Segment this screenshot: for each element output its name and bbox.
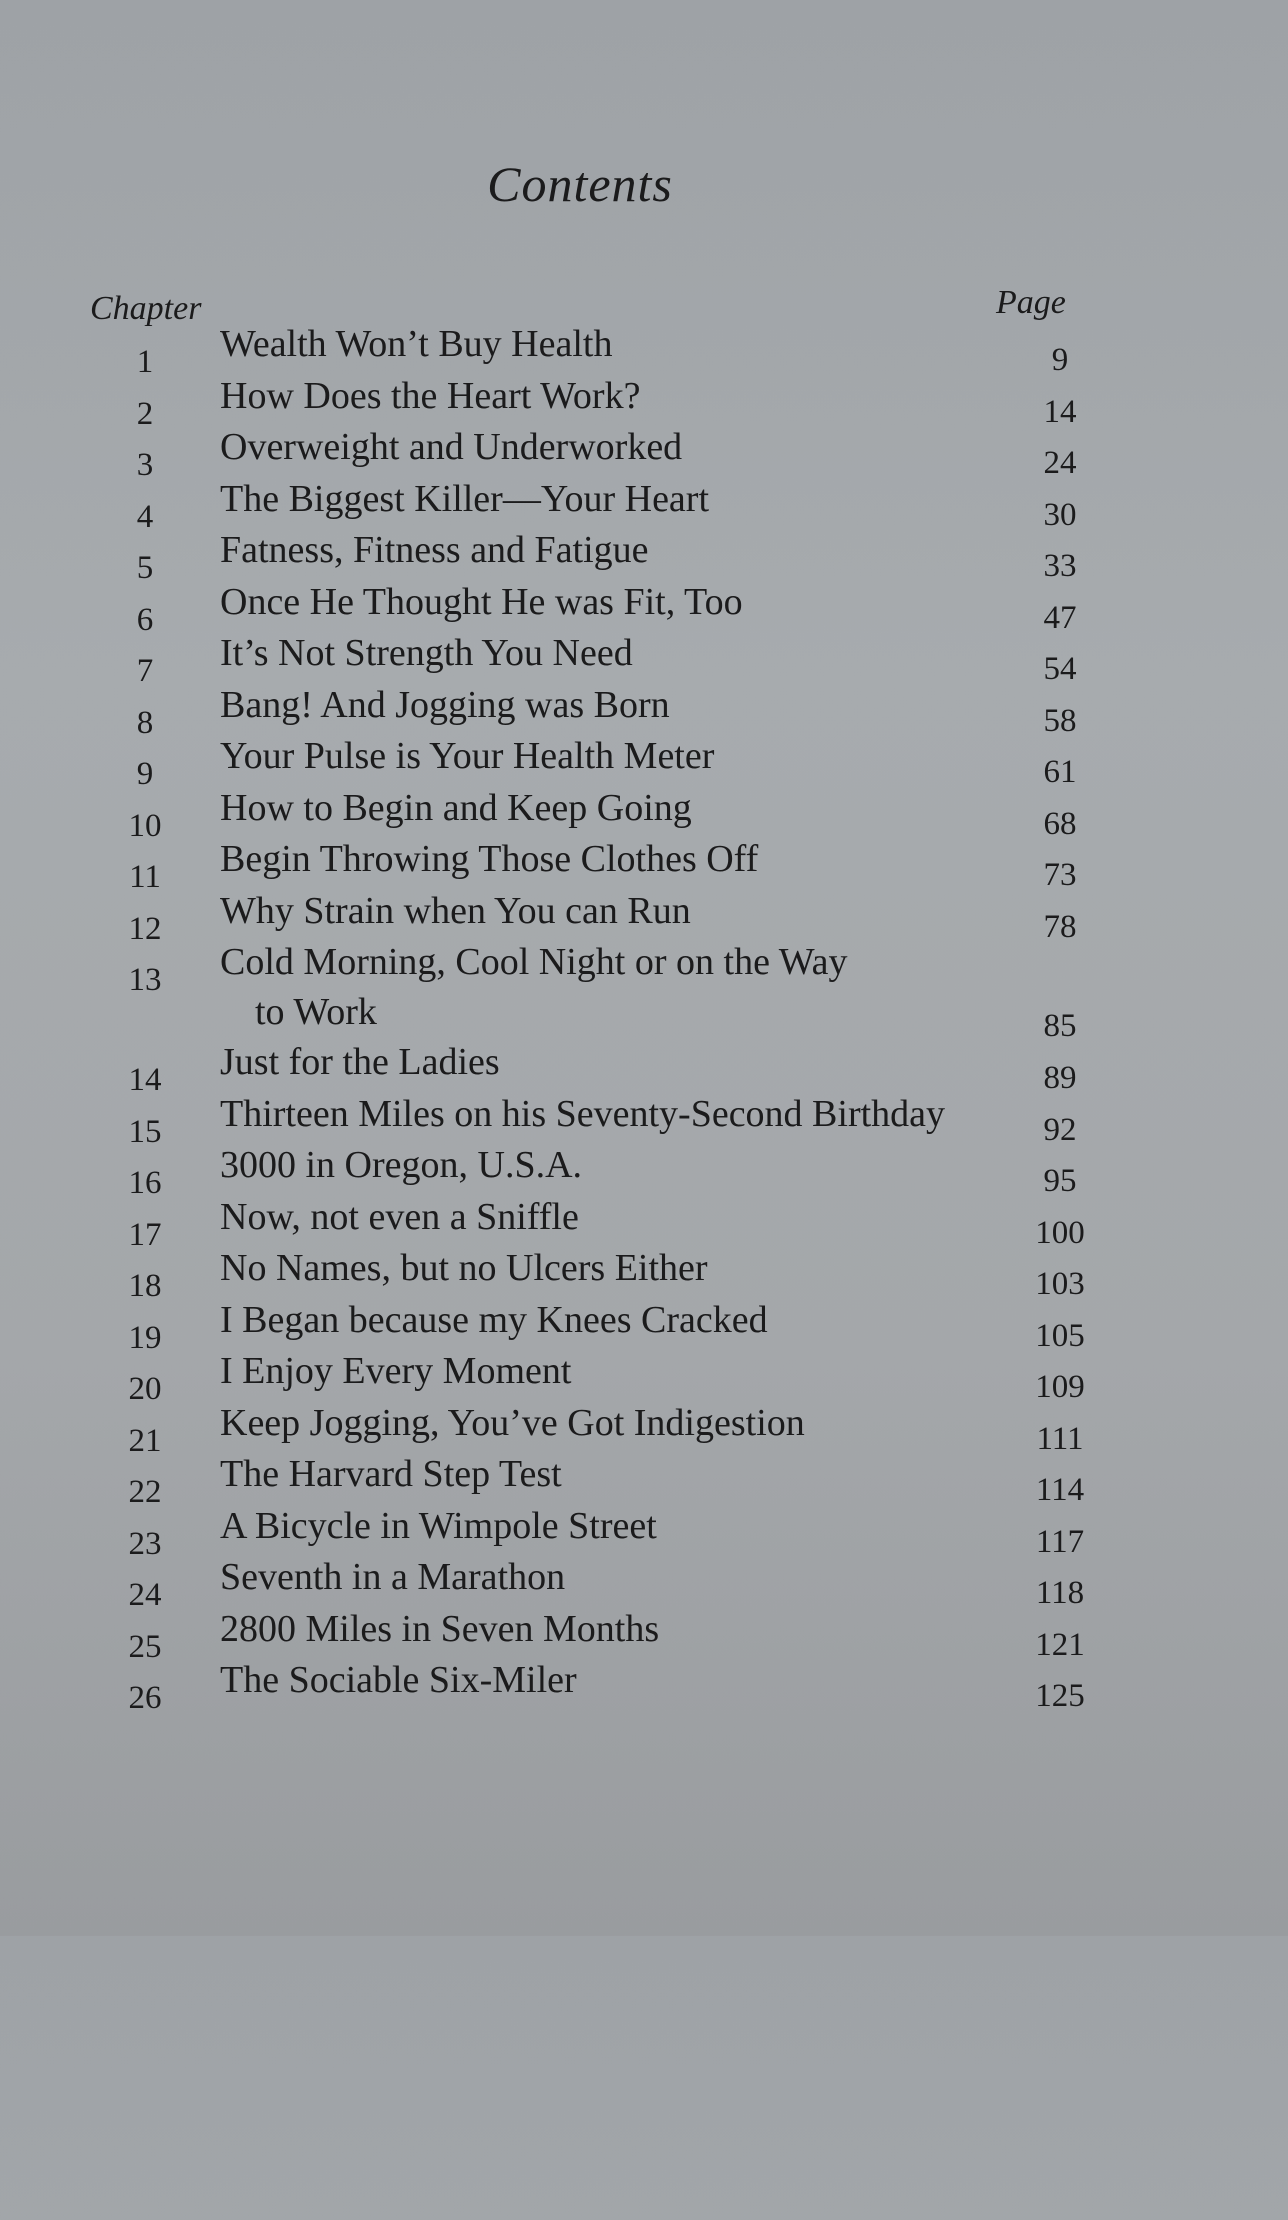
chapter-title: No Names, but no Ulcers Either <box>220 1247 708 1289</box>
page-number: 73 <box>1043 857 1077 893</box>
toc-entry <box>0 631 1288 689</box>
chapter-number: 8 <box>136 704 154 741</box>
toc-entry <box>0 1555 1288 1613</box>
chapter-number: 9 <box>136 756 154 792</box>
toc-entry <box>0 1349 1288 1407</box>
page-number: 24 <box>1043 445 1077 481</box>
toc-entry <box>0 786 1288 844</box>
chapter-title: Bang! And Jogging was Born <box>220 683 670 726</box>
page-number: 95 <box>1043 1163 1077 1199</box>
toc-entry <box>0 837 1288 895</box>
page-number: 9 <box>1051 342 1069 378</box>
page-number: 92 <box>1043 1111 1077 1148</box>
chapter-number: 3 <box>136 447 154 483</box>
toc-entry <box>0 683 1288 741</box>
chapter-number: 24 <box>128 1577 162 1613</box>
page-number: 121 <box>1035 1626 1085 1663</box>
chapter-title: Overweight and Underworked <box>220 426 683 468</box>
chapter-title: 3000 in Oregon, U.S.A. <box>220 1144 583 1186</box>
toc-entry <box>0 1607 1288 1665</box>
page-number: 61 <box>1043 754 1077 790</box>
chapter-title: How Does the Heart Work? <box>220 374 641 417</box>
toc-entry <box>0 1452 1288 1510</box>
page-number: 47 <box>1043 599 1077 636</box>
chapter-title: Thirteen Miles on his Seventy-Second Birthday <box>220 1092 946 1135</box>
chapter-number: 25 <box>128 1628 162 1665</box>
chapter-number: 20 <box>128 1371 162 1407</box>
chapter-title: Why Strain when You can Run <box>220 889 691 932</box>
toc-entry <box>0 1658 1288 1716</box>
chapter-title: Wealth Won’t Buy Health <box>220 323 613 365</box>
page-number: 85 <box>1043 1008 1077 1044</box>
chapter-title: A Bicycle in Wimpole Street <box>220 1504 657 1547</box>
chapter-number: 10 <box>128 807 162 844</box>
toc-entry <box>0 889 1288 947</box>
chapter-number: 16 <box>128 1165 162 1201</box>
chapter-title: Fatness, Fitness and Fatigue <box>220 529 649 571</box>
page-number: 117 <box>1035 1523 1085 1560</box>
page-number: 30 <box>1043 496 1077 533</box>
toc-entry <box>0 1246 1288 1304</box>
chapter-title: The Harvard Step Test <box>220 1453 562 1495</box>
chapter-number: 11 <box>129 859 161 895</box>
chapter-number: 12 <box>128 910 162 947</box>
table-of-contents <box>0 322 1288 1716</box>
chapter-number: 5 <box>136 550 154 586</box>
page-column-heading: Page <box>996 284 1066 321</box>
toc-entry <box>0 1401 1288 1459</box>
page-number: 58 <box>1043 702 1077 739</box>
chapter-number: 7 <box>136 653 154 689</box>
chapter-number: 26 <box>128 1680 162 1716</box>
chapter-number: 17 <box>128 1216 162 1253</box>
toc-entry <box>0 322 1288 380</box>
chapter-title: 2800 Miles in Seven Months <box>220 1607 660 1650</box>
toc-entry <box>0 1504 1288 1562</box>
chapter-number: 21 <box>128 1422 162 1459</box>
chapter-number: 13 <box>128 962 162 998</box>
toc-entry <box>0 1195 1288 1253</box>
chapter-title: Cold Morning, Cool Night or on the Way <box>220 941 848 983</box>
page-number: 54 <box>1043 651 1077 687</box>
page-number: 111 <box>1036 1420 1084 1457</box>
toc-entry <box>0 1143 1288 1201</box>
chapter-number: 6 <box>136 601 154 638</box>
toc-entry <box>0 425 1288 483</box>
chapter-number: 18 <box>128 1268 162 1304</box>
toc-entry <box>0 734 1288 792</box>
toc-entry <box>0 374 1288 432</box>
chapter-number: 14 <box>128 1062 162 1098</box>
chapter-title: I Began because my Knees Cracked <box>220 1298 768 1341</box>
toc-entry <box>0 580 1288 638</box>
page-number: 105 <box>1035 1317 1085 1354</box>
chapter-title: Your Pulse is Your Health Meter <box>220 735 715 777</box>
page-number: 118 <box>1035 1575 1085 1611</box>
page-number: 78 <box>1043 908 1077 945</box>
page-number: 100 <box>1035 1214 1085 1251</box>
page-number: 68 <box>1043 805 1077 842</box>
toc-entry <box>0 528 1288 586</box>
page-number: 89 <box>1043 1060 1077 1096</box>
page-number: 103 <box>1035 1266 1085 1302</box>
chapter-number: 15 <box>128 1113 162 1150</box>
chapter-number: 19 <box>128 1319 162 1356</box>
chapter-column-heading: Chapter <box>90 290 202 327</box>
page-number: 114 <box>1035 1472 1085 1508</box>
chapter-number: 22 <box>128 1474 162 1510</box>
page-title: Contents <box>487 156 673 212</box>
chapter-title: Begin Throwing Those Clothes Off <box>220 838 759 880</box>
page-number: 125 <box>1035 1678 1085 1714</box>
toc-entry <box>0 1040 1288 1098</box>
toc-entry <box>0 1092 1288 1150</box>
chapter-title: I Enjoy Every Moment <box>220 1350 572 1392</box>
chapter-title: It’s Not Strength You Need <box>220 632 633 674</box>
chapter-title: Just for the Ladies <box>220 1041 500 1083</box>
chapter-title: The Biggest Killer—Your Heart <box>220 477 710 520</box>
toc-entry <box>0 1298 1288 1356</box>
chapter-title: Now, not even a Sniffle <box>220 1195 579 1238</box>
chapter-number: 23 <box>128 1525 162 1562</box>
chapter-title: How to Begin and Keep Going <box>220 786 692 829</box>
chapter-title: Keep Jogging, You’ve Got Indigestion <box>220 1401 805 1444</box>
chapter-number: 4 <box>136 498 154 535</box>
page-number: 33 <box>1043 548 1077 584</box>
chapter-title: The Sociable Six-Miler <box>220 1659 577 1701</box>
chapter-title: Once He Thought He was Fit, Too <box>220 580 743 623</box>
chapter-title-continuation: to Work <box>255 991 377 1033</box>
toc-entry <box>0 477 1288 535</box>
chapter-title: Seventh in a Marathon <box>220 1556 566 1598</box>
page-number: 109 <box>1035 1369 1085 1405</box>
toc-entry <box>0 940 1288 1044</box>
chapter-number: 2 <box>136 395 154 432</box>
chapter-number: 1 <box>136 344 154 380</box>
page-number: 14 <box>1043 393 1077 430</box>
